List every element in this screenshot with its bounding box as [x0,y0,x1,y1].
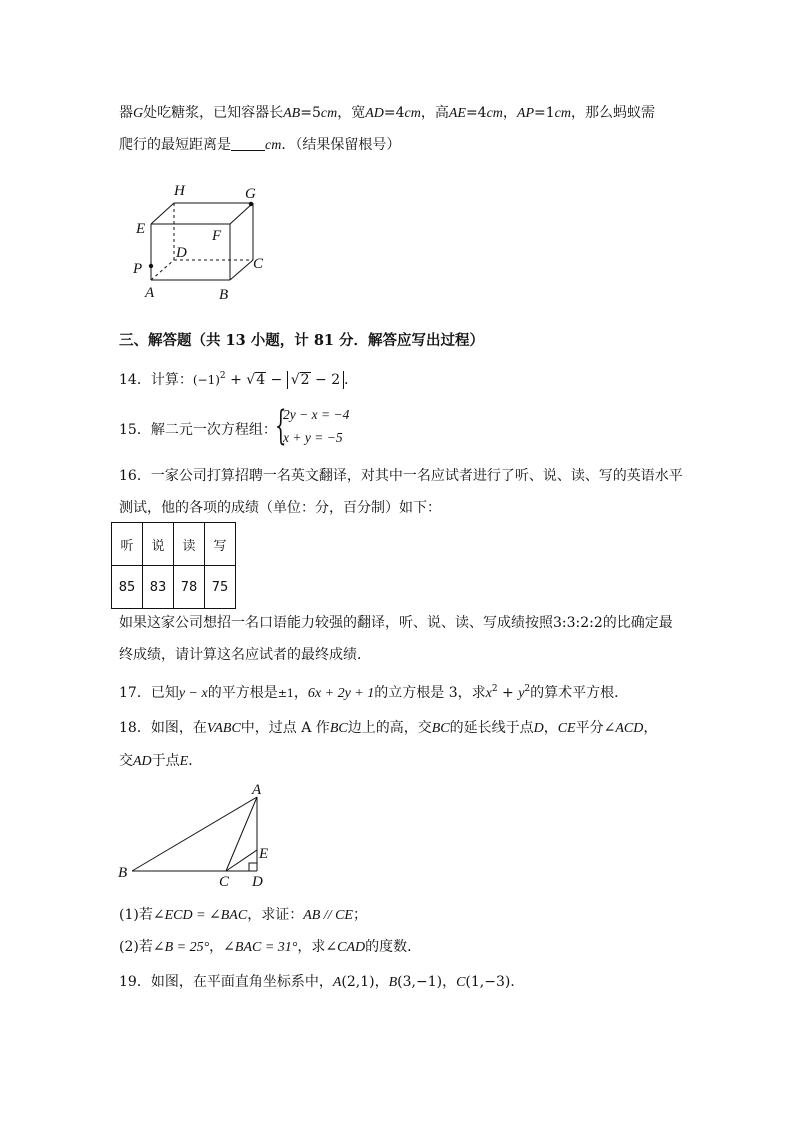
q14 [119,366,358,390]
math-BC: BC [329,721,348,736]
math-exponent: 2 [491,684,498,694]
edge-FG [230,203,253,224]
sqrt-radicand: 4 [256,372,266,388]
system-brace: { [275,403,287,449]
math-expr: y − x [178,686,208,701]
math-angle-B: ∠B = 25° [152,940,210,955]
q18-line1 [119,718,657,739]
math-coord: (2,1) [341,974,375,990]
text: ， [442,974,457,990]
absolute-value [287,371,344,389]
text: =4 [383,105,405,121]
q18-line2 [119,751,202,772]
math-exponent: 2 [219,371,226,381]
math-angle-BAC: ∠BAC = 31° [223,940,298,955]
q19 [119,972,524,993]
label-C: C [253,256,264,272]
label-B: B [118,865,128,881]
text: ， [502,105,517,121]
value-cell: 78 [174,566,205,609]
score-table [111,522,236,609]
text: ， [293,685,308,701]
text: 器 [119,105,133,121]
text: 交 [119,753,133,769]
unit-cm: cm [486,106,503,121]
table-value-row [112,566,236,609]
unit-cm: cm [404,106,421,121]
right-angle-mark [249,863,257,871]
label-P: P [133,261,143,277]
label-E: E [259,846,269,862]
q13-line2 [119,135,400,156]
sqrt-radicand: 2 [300,372,310,388]
text: 的度数． [365,939,422,955]
math-op: + [497,685,519,701]
header-cell: 说 [143,523,174,566]
q16-line3: 如果这家公司想招一名口语能力较强的翻译，听、说、读、写成绩按照3:3:2:2的比确定最 [119,615,673,631]
label-D: D [252,874,263,890]
label-A: A [145,285,155,301]
math-E: E [179,754,189,769]
math-G: G [133,106,144,121]
math-var: x [485,686,492,701]
text: ； [352,907,367,923]
header-cell: 读 [174,523,205,566]
math-angle: ∠ACD [603,721,644,736]
math-coord: (1,−3) [465,974,511,990]
text: 17．已知 [119,685,179,701]
math-point-A: A [332,975,342,990]
header-cell: 听 [112,523,143,566]
math-op: − 2 [310,372,341,388]
q18-part2 [119,937,421,958]
math-AE: AE [448,106,466,121]
math-point-B: B [388,975,398,990]
math-exponent: 2 [524,684,531,694]
text: 处吃糖浆，已知容器长 [143,105,284,121]
header-cell: 写 [205,523,236,566]
value-cell: 85 [112,566,143,609]
math-op: + [225,372,247,388]
text: (1)若 [119,907,153,923]
text: 爬行的最短距离是 [119,137,231,153]
table-header-row [112,523,236,566]
math-condition: ∠ECD = ∠BAC [152,908,248,923]
label-F: F [212,228,222,244]
text: 平分 [575,720,604,736]
label-E: E [136,221,146,237]
text: ， [543,720,558,736]
math-triangle: VABC [206,721,241,736]
text: 边上的高，交 [347,720,432,736]
unit-cm: cm [320,106,338,121]
text: ，求 [297,939,326,955]
text: 中，过点 A 作 [240,720,330,736]
text: =4 [465,105,487,121]
math-angle-CAD: ∠CAD [325,940,366,955]
text: 于点 [151,753,180,769]
value-cell: 83 [143,566,174,609]
hidden-edge-AD [151,260,174,280]
text: ． [188,753,203,769]
text: ， [643,720,658,736]
math-goal: AB // CE [303,908,353,923]
text: ，宽 [337,105,366,121]
q14-label: 14．计算： [119,372,193,388]
text: ．（结果保留根号） [281,137,401,153]
text: =5 [300,105,321,121]
text: 的算术平方根． [530,685,629,701]
text: 的延长线于点 [449,720,534,736]
math-AB: AB [283,106,301,121]
answer-blank [231,136,265,151]
text: 19．如图，在平面直角坐标系中， [119,974,333,990]
q15-label: 15．解二元一次方程组： [119,422,277,438]
label-B: B [219,287,229,303]
math-AD: AD [133,754,152,769]
math-base: (−1) [192,373,220,387]
edge-EH [151,203,174,224]
math-coord: (3,−1) [397,974,443,990]
edge-BC [230,260,253,280]
unit-cm: cm [554,106,571,121]
text: (2)若 [119,939,153,955]
triangle-figure [114,780,284,892]
math-BC: BC [431,721,450,736]
q17 [119,679,628,704]
text: 的平方根是 [207,685,278,701]
math-op: − [266,372,287,388]
text: ，高 [420,105,449,121]
text: ． [510,974,525,990]
equation-1: 2y − x = −4 [283,407,350,422]
label-A: A [252,782,262,798]
label-H: H [174,183,185,199]
math-AD: AD [365,106,384,121]
label-C: C [219,874,230,890]
math-D: D [533,721,544,736]
value-cell: 75 [205,566,236,609]
math-CE: CE [557,721,576,736]
label-G: G [245,186,256,202]
point-P [149,264,153,268]
text: ， [209,939,224,955]
math-value: ±1 [277,687,294,700]
text: =1 [534,105,555,121]
sqrt-symbol: √ [290,372,300,388]
text: ， [374,974,389,990]
point-G [249,202,253,206]
sqrt-symbol: √ [246,372,256,388]
math-expr: 6x + 2y + 1 [307,686,375,701]
cuboid-figure [125,175,275,307]
text: ，求证： [247,907,304,923]
equation-2: x + y = −5 [283,430,343,445]
math-var: y [518,686,525,701]
section-heading: 三、解答题（共 13 小题，计 81 分．解答应写出过程） [119,332,485,349]
q13-line1 [119,103,655,124]
text: ，那么蚂蚁需 [571,105,655,121]
q16-line1: 16．一家公司打算招聘一名英文翻译，对其中一名应试者进行了听、说、读、写的英语水平 [119,468,683,484]
text: 18．如图，在 [119,720,207,736]
math-point-C: C [456,975,466,990]
q18-part1 [119,905,367,926]
math-AP: AP [516,106,535,121]
text: 的立方根是 3，求 [374,685,486,701]
q16-line2: 测试，他的各项的成绩（单位：分，百分制）如下： [119,500,441,516]
unit-cm: cm [265,138,282,153]
text: ． [344,372,359,388]
segment-BA [132,797,257,871]
q16-line4: 终成绩，请计算这名应试者的最终成绩． [119,647,371,663]
label-D: D [176,245,187,261]
